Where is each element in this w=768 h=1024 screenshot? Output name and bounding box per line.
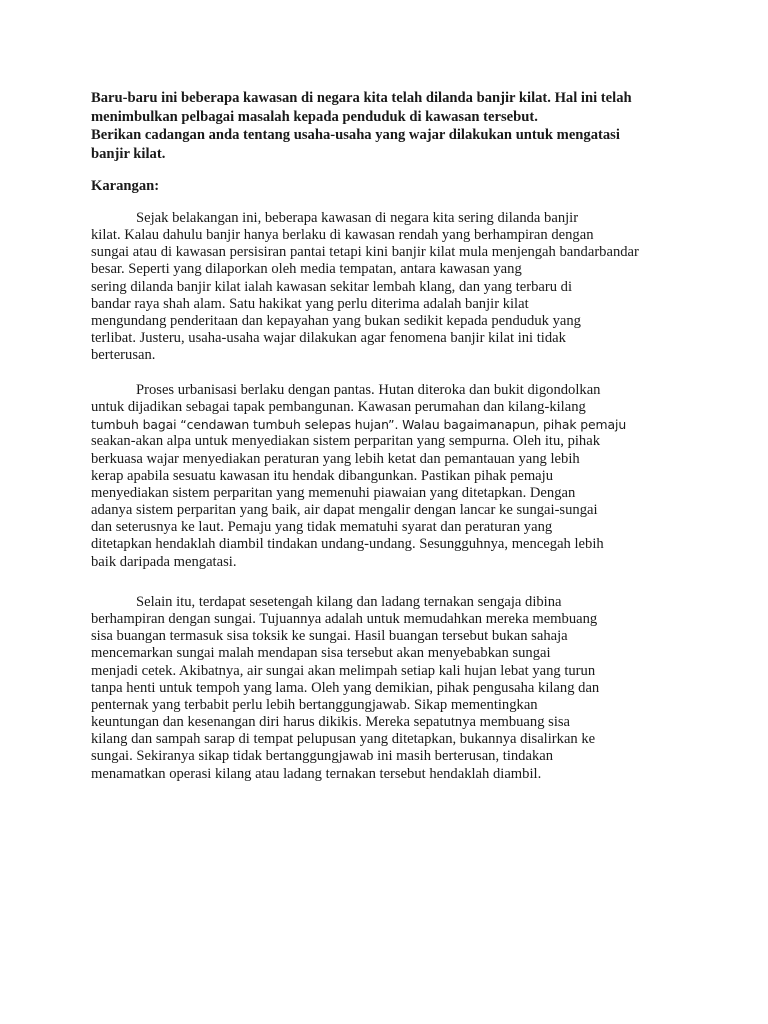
question-line: banjir kilat.	[91, 145, 166, 162]
paragraph-line: menjadi cetek. Akibatnya, air sungai akan melimpah setiap kali hujan lebat yang turun	[91, 662, 596, 679]
essay-question	[91, 89, 711, 163]
paragraph-line: seakan-akan alpa untuk menyediakan sistem perparitan yang sempurna. Oleh itu, pihak	[91, 433, 600, 450]
paragraph-line: Selain itu, terdapat sesetengah kilang dan ladang ternakan sengaja dibina	[136, 594, 562, 610]
paragraph-line: sungai atau di kawasan persisiran pantai tetapi kini banjir kilat mula menjengah bandarbandar	[91, 244, 639, 261]
paragraph-line: untuk dijadikan sebagai tapak pembangunan. Kawasan perumahan dan kilang-kilang	[91, 399, 586, 416]
question-line: menimbulkan pelbagai masalah kepada penduduk di kawasan tersebut.	[91, 108, 538, 125]
paragraph-line: Proses urbanisasi berlaku dengan pantas. Hutan diteroka dan bukit digondolkan	[136, 382, 601, 398]
paragraph-line: menamatkan operasi kilang atau ladang ternakan tersebut hendaklah diambil.	[91, 765, 542, 782]
paragraph-line: tanpa henti untuk tempoh yang lama. Oleh yang demikian, pihak pengusaha kilang dan	[91, 679, 600, 696]
paragraph-3	[91, 594, 711, 783]
paragraph-2	[91, 382, 711, 571]
paragraph-line: baik daripada mengatasi.	[91, 553, 237, 570]
paragraph-line: penternak yang terbabit perlu lebih bertanggungjawab. Sikap mementingkan	[91, 696, 538, 713]
question-line: Baru-baru ini beberapa kawasan di negara kita telah dilanda banjir kilat. Hal ini telah	[91, 90, 632, 106]
paragraph-line: kilat. Kalau dahulu banjir hanya berlaku di kawasan rendah yang berhampiran dengan	[91, 227, 594, 244]
paragraph-line: sungai. Sekiranya sikap tidak bertanggungjawab ini masih berterusan, tindakan	[91, 748, 554, 765]
paragraph-line: Sejak belakangan ini, beberapa kawasan di negara kita sering dilanda banjir	[136, 210, 579, 226]
paragraph-line: berterusan.	[91, 347, 156, 364]
paragraph-line: berhampiran dengan sungai. Tujuannya adalah untuk memudahkan mereka membuang	[91, 611, 598, 628]
paragraph-line: kerap apabila sesuatu kawasan itu hendak dibangunkan. Pastikan pihak pemaju	[91, 467, 553, 484]
paragraph-line: keuntungan dan kesenangan diri harus dikikis. Mereka sepatutnya membuang sisa	[91, 714, 571, 731]
paragraph-line: mencemarkan sungai malah mendapan sisa tersebut akan menyebabkan sungai	[91, 645, 551, 662]
paragraph-line: tumbuh bagai “cendawan tumbuh selepas hujan”. Walau bagaimanapun, pihak pemaju	[91, 417, 627, 433]
paragraph-line: menyediakan sistem perparitan yang memenuhi piawaian yang ditetapkan. Dengan	[91, 484, 576, 501]
paragraph-line: besar. Seperti yang dilaporkan oleh media tempatan, antara kawasan yang	[91, 261, 522, 278]
paragraph-line: ditetapkan hendaklah diambil tindakan undang-undang. Sesungguhnya, mencegah lebih	[91, 536, 604, 553]
essay-label: Karangan:	[91, 178, 160, 194]
paragraph-line: berkuasa wajar menyediakan peraturan yang lebih ketat dan pemantauan yang lebih	[91, 450, 580, 467]
paragraph-line: sisa buangan termasuk sisa toksik ke sungai. Hasil buangan tersebut bukan sahaja	[91, 628, 568, 645]
paragraph-1	[91, 210, 711, 364]
paragraph-line: dan seterusnya ke laut. Pemaju yang tidak mematuhi syarat dan peraturan yang	[91, 519, 553, 536]
paragraph-line: sering dilanda banjir kilat ialah kawasan sekitar lembah klang, dan yang terbaru di	[91, 278, 573, 295]
question-line: Berikan cadangan anda tentang usaha-usaha yang wajar dilakukan untuk mengatasi	[91, 127, 620, 144]
paragraph-line: kilang dan sampah sarap di tempat pelupusan yang ditetapkan, bukannya disalirkan ke	[91, 731, 596, 748]
paragraph-line: mengundang penderitaan dan kepayahan yang bukan sedikit kepada penduduk yang	[91, 312, 581, 329]
paragraph-line: terlibat. Justeru, usaha-usaha wajar dilakukan agar fenomena banjir kilat ini tidak	[91, 330, 566, 347]
paragraph-line: adanya sistem perparitan yang baik, air dapat mengalir dengan lancar ke sungai-sungai	[91, 502, 598, 519]
paragraph-line: bandar raya shah alam. Satu hakikat yang perlu diterima adalah banjir kilat	[91, 295, 529, 312]
